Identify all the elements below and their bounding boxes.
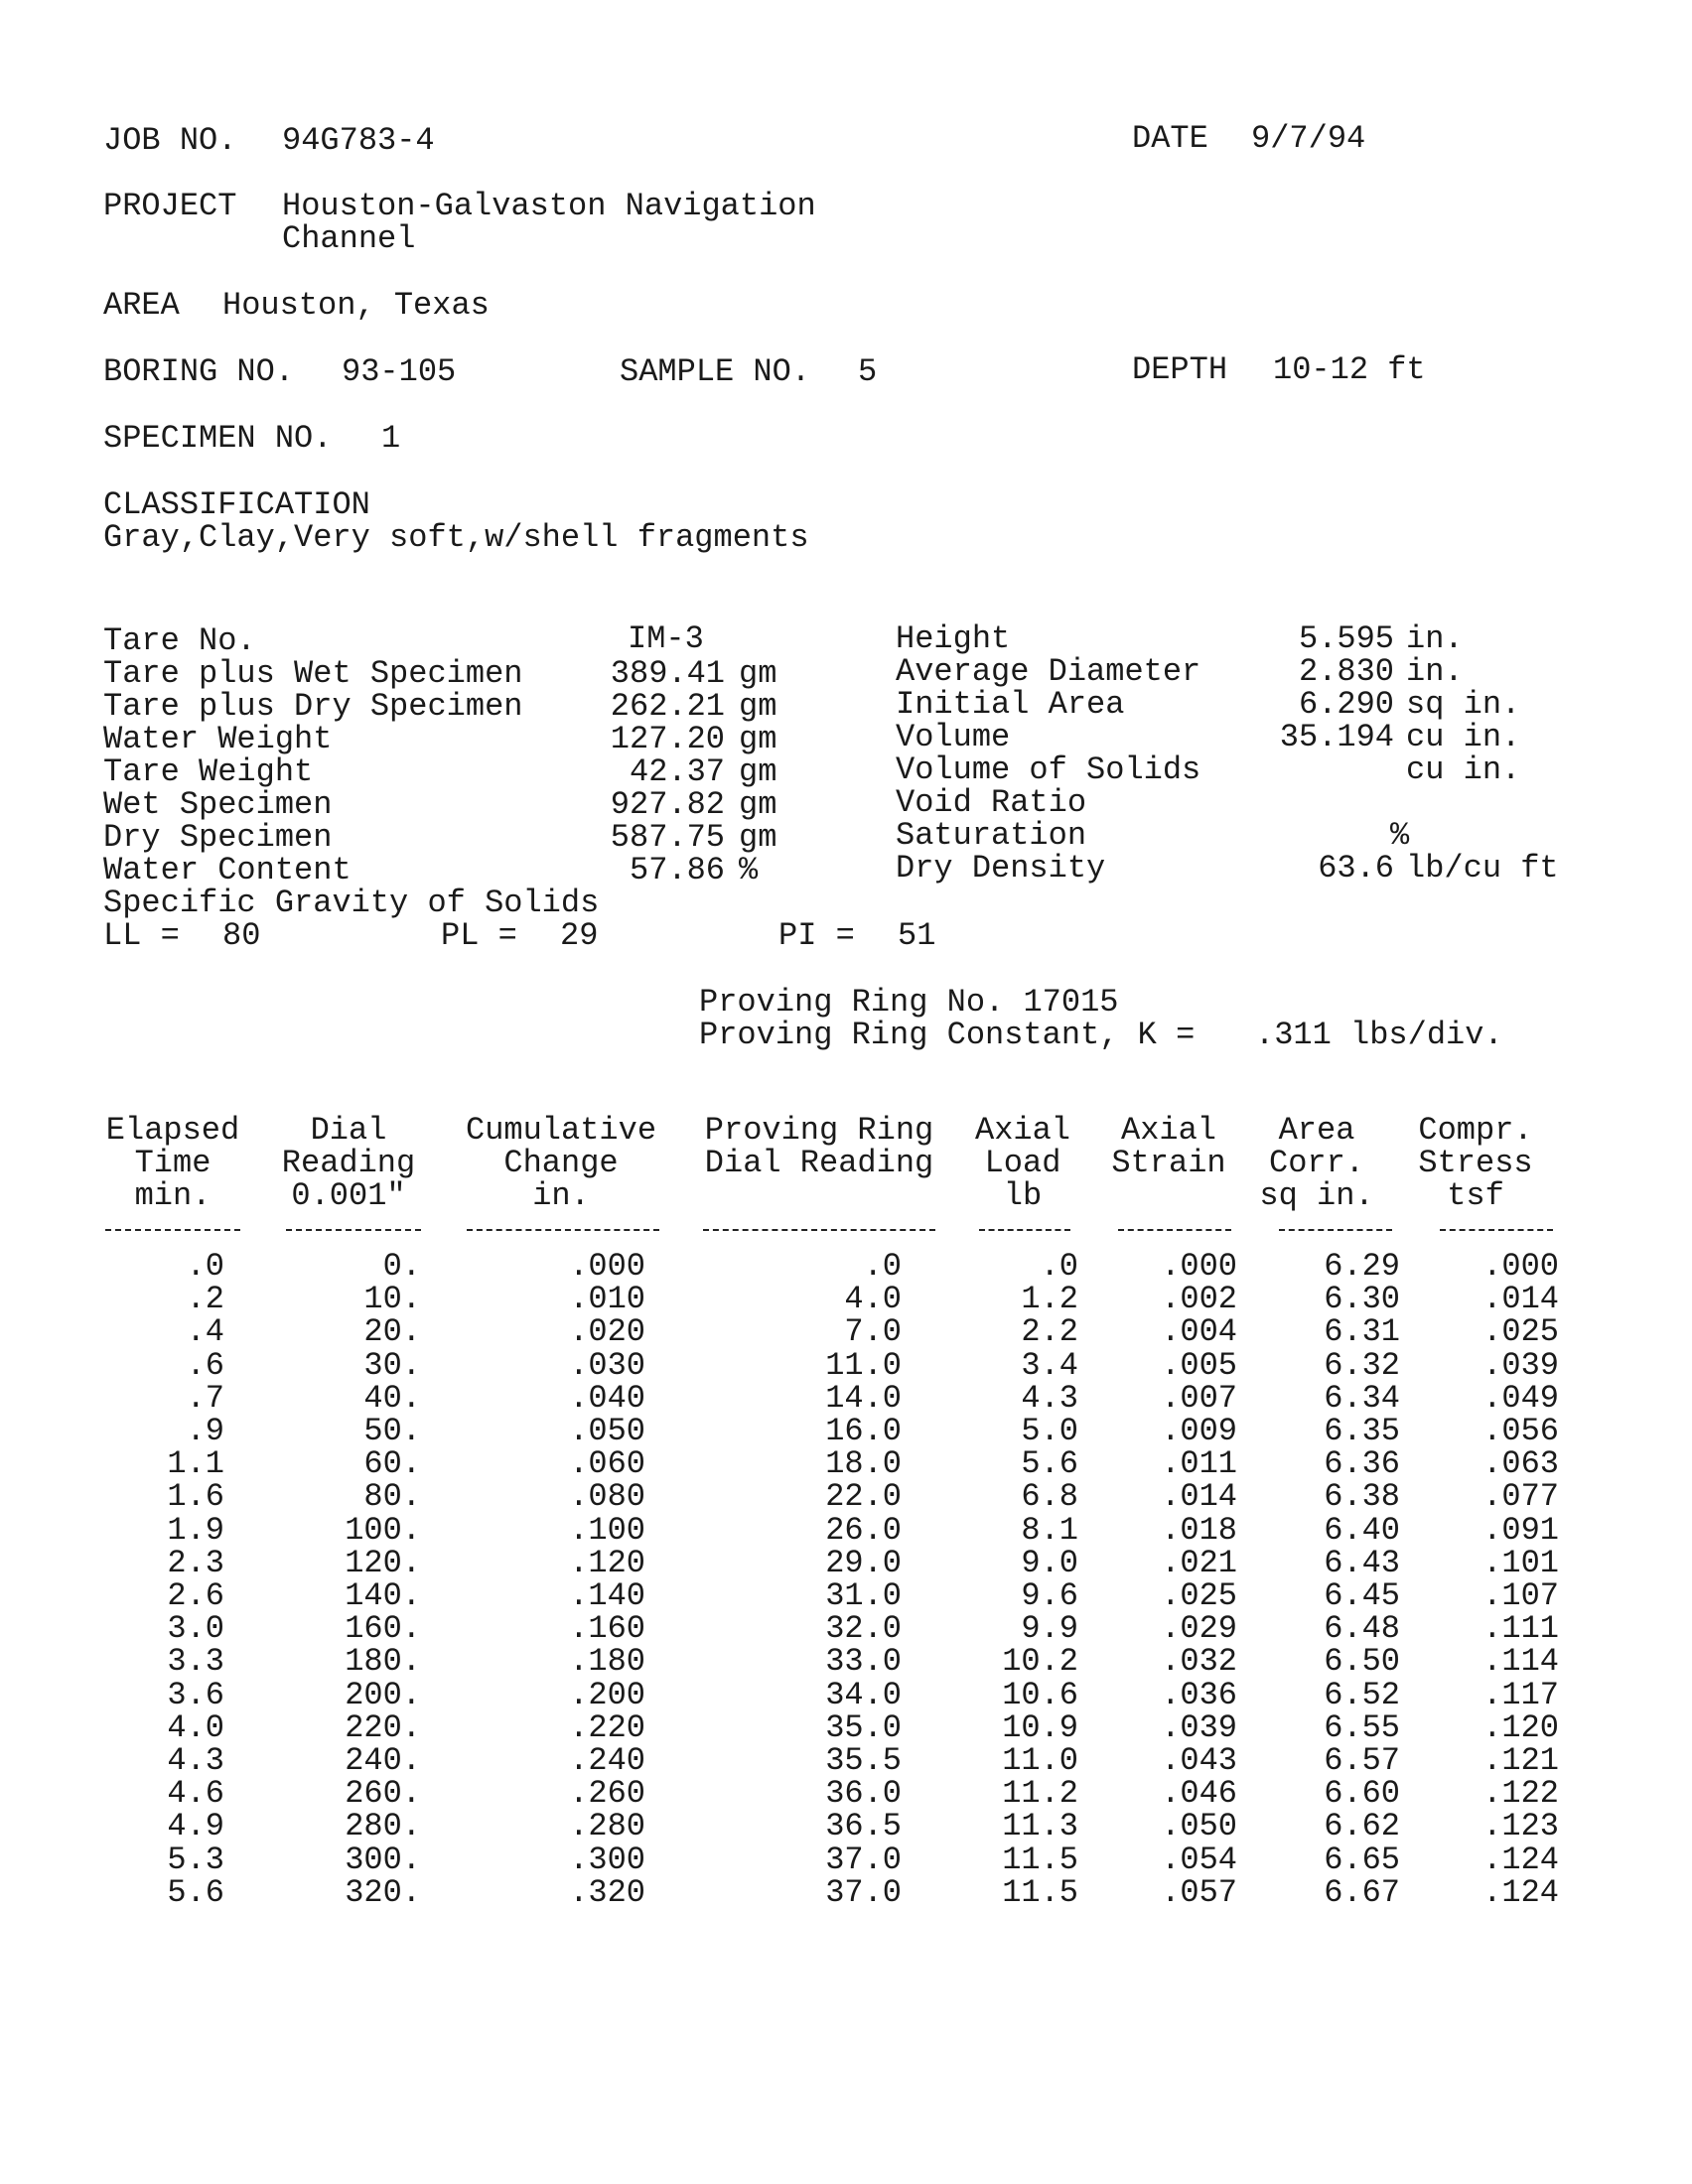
cell-elapsed-time: 3.0	[167, 1610, 224, 1647]
cell-axial-load: 11.3	[1002, 1808, 1078, 1844]
cell-proving-ring-reading: 22.0	[825, 1478, 902, 1515]
cell-axial-strain: .011	[1161, 1445, 1237, 1482]
cell-cumulative-change: .220	[569, 1709, 645, 1746]
cell-dial-reading: 260.	[345, 1775, 421, 1812]
col-header-axial-load: Axial Load lb	[974, 1112, 1070, 1214]
ll-value: 80	[222, 917, 261, 954]
col-header-area-corr: Area Corr. sq in.	[1259, 1112, 1374, 1214]
cell-elapsed-time: .0	[186, 1248, 224, 1285]
cell-cumulative-change: .160	[569, 1610, 645, 1647]
classification-label: CLASSIFICATION	[103, 486, 370, 523]
tare-dry-label: Tare plus Dry Specimen	[103, 688, 523, 725]
cell-proving-ring-reading: 37.0	[825, 1842, 902, 1878]
cell-area-corr: 6.65	[1324, 1842, 1400, 1878]
cell-compr-stress: .121	[1482, 1742, 1559, 1779]
cell-axial-strain: .029	[1161, 1610, 1237, 1647]
depth-value: 10-12 ft	[1273, 351, 1426, 388]
cell-dial-reading: 50.	[363, 1413, 421, 1449]
cell-area-corr: 6.60	[1324, 1775, 1400, 1812]
water-content-value: 57.86	[629, 852, 725, 888]
cell-axial-strain: .054	[1161, 1842, 1237, 1878]
cell-elapsed-time: .4	[186, 1313, 224, 1350]
cell-cumulative-change: .020	[569, 1313, 645, 1350]
dry-density-unit: lb/cu ft	[1406, 850, 1559, 887]
average-diameter-value: 2.830	[1298, 653, 1394, 690]
ll-label: LL =	[103, 917, 180, 954]
pl-label: PL =	[441, 917, 517, 954]
cell-proving-ring-reading: 36.5	[825, 1808, 902, 1844]
dry-specimen-unit: gm	[739, 819, 777, 856]
cell-dial-reading: 140.	[345, 1577, 421, 1614]
cell-axial-strain: .050	[1161, 1808, 1237, 1844]
cell-axial-strain: .057	[1161, 1874, 1237, 1911]
cell-area-corr: 6.34	[1324, 1380, 1400, 1417]
cell-axial-strain: .036	[1161, 1677, 1237, 1713]
dry-specimen-label: Dry Specimen	[103, 819, 333, 856]
specific-gravity-label: Specific Gravity of Solids	[103, 885, 600, 921]
cell-elapsed-time: .9	[186, 1413, 224, 1449]
cell-cumulative-change: .080	[569, 1478, 645, 1515]
cell-cumulative-change: .000	[569, 1248, 645, 1285]
average-diameter-label: Average Diameter	[896, 653, 1201, 690]
cell-axial-strain: .018	[1161, 1512, 1237, 1549]
cell-elapsed-time: 1.1	[167, 1445, 224, 1482]
wet-specimen-unit: gm	[739, 786, 777, 823]
proving-ring-constant-value: .311 lbs/div.	[1255, 1017, 1503, 1053]
cell-dial-reading: 280.	[345, 1808, 421, 1844]
cell-compr-stress: .101	[1482, 1545, 1559, 1581]
cell-area-corr: 6.67	[1324, 1874, 1400, 1911]
cell-proving-ring-reading: 18.0	[825, 1445, 902, 1482]
specimen-no-value: 1	[381, 420, 401, 457]
cell-dial-reading: 0.	[382, 1248, 421, 1285]
volume-of-solids-label: Volume of Solids	[896, 751, 1201, 788]
cell-cumulative-change: .240	[569, 1742, 645, 1779]
height-value: 5.595	[1298, 620, 1394, 657]
cell-compr-stress: .077	[1482, 1478, 1559, 1515]
cell-axial-strain: .004	[1161, 1313, 1237, 1350]
cell-compr-stress: .117	[1482, 1677, 1559, 1713]
cell-proving-ring-reading: 36.0	[825, 1775, 902, 1812]
cell-area-corr: 6.31	[1324, 1313, 1400, 1350]
volume-unit: cu in.	[1406, 719, 1521, 755]
tare-dry-value: 262.21	[610, 688, 725, 725]
cell-elapsed-time: .6	[186, 1347, 224, 1384]
cell-compr-stress: .123	[1482, 1808, 1559, 1844]
cell-axial-load: 5.0	[1021, 1413, 1078, 1449]
height-unit: in.	[1406, 620, 1464, 657]
cell-dial-reading: 40.	[363, 1380, 421, 1417]
cell-axial-strain: .002	[1161, 1281, 1237, 1317]
cell-axial-load: 11.2	[1002, 1775, 1078, 1812]
cell-area-corr: 6.36	[1324, 1445, 1400, 1482]
area-label: AREA	[103, 287, 180, 324]
cell-proving-ring-reading: 7.0	[844, 1313, 902, 1350]
cell-cumulative-change: .030	[569, 1347, 645, 1384]
cell-compr-stress: .049	[1482, 1380, 1559, 1417]
water-content-label: Water Content	[103, 852, 352, 888]
cell-dial-reading: 100.	[345, 1512, 421, 1549]
cell-elapsed-time: 4.0	[167, 1709, 224, 1746]
cell-axial-load: 6.8	[1021, 1478, 1078, 1515]
cell-proving-ring-reading: 16.0	[825, 1413, 902, 1449]
cell-compr-stress: .124	[1482, 1842, 1559, 1878]
cell-compr-stress: .120	[1482, 1709, 1559, 1746]
cell-area-corr: 6.48	[1324, 1610, 1400, 1647]
cell-dial-reading: 240.	[345, 1742, 421, 1779]
height-label: Height	[896, 620, 1011, 657]
cell-cumulative-change: .140	[569, 1577, 645, 1614]
cell-area-corr: 6.43	[1324, 1545, 1400, 1581]
cell-cumulative-change: .040	[569, 1380, 645, 1417]
header-rule	[1279, 1229, 1392, 1231]
proving-ring-constant-label: Proving Ring Constant, K =	[699, 1017, 1196, 1053]
cell-area-corr: 6.29	[1324, 1248, 1400, 1285]
cell-cumulative-change: .260	[569, 1775, 645, 1812]
cell-proving-ring-reading: 26.0	[825, 1512, 902, 1549]
date-label: DATE	[1132, 120, 1208, 157]
cell-elapsed-time: 1.6	[167, 1478, 224, 1515]
cell-dial-reading: 320.	[345, 1874, 421, 1911]
cell-axial-strain: .009	[1161, 1413, 1237, 1449]
proving-ring-number: Proving Ring No. 17015	[699, 984, 1119, 1021]
volume-label: Volume	[896, 719, 1011, 755]
cell-area-corr: 6.57	[1324, 1742, 1400, 1779]
cell-proving-ring-reading: 35.0	[825, 1709, 902, 1746]
cell-axial-load: 4.3	[1021, 1380, 1078, 1417]
cell-dial-reading: 200.	[345, 1677, 421, 1713]
dry-specimen-value: 587.75	[610, 819, 725, 856]
cell-cumulative-change: .120	[569, 1545, 645, 1581]
cell-compr-stress: .111	[1482, 1610, 1559, 1647]
project-label: PROJECT	[103, 188, 237, 224]
cell-proving-ring-reading: 11.0	[825, 1347, 902, 1384]
cell-axial-load: .0	[1040, 1248, 1078, 1285]
cell-area-corr: 6.38	[1324, 1478, 1400, 1515]
cell-dial-reading: 220.	[345, 1709, 421, 1746]
cell-axial-strain: .032	[1161, 1643, 1237, 1680]
cell-cumulative-change: .060	[569, 1445, 645, 1482]
cell-axial-load: 9.6	[1021, 1577, 1078, 1614]
cell-dial-reading: 80.	[363, 1478, 421, 1515]
cell-axial-strain: .046	[1161, 1775, 1237, 1812]
cell-dial-reading: 160.	[345, 1610, 421, 1647]
header-rule	[703, 1229, 935, 1231]
cell-dial-reading: 300.	[345, 1842, 421, 1878]
cell-elapsed-time: 2.6	[167, 1577, 224, 1614]
dry-density-label: Dry Density	[896, 850, 1106, 887]
cell-area-corr: 6.40	[1324, 1512, 1400, 1549]
initial-area-label: Initial Area	[896, 686, 1125, 723]
tare-weight-value: 42.37	[629, 753, 725, 790]
cell-cumulative-change: .320	[569, 1874, 645, 1911]
void-ratio-label: Void Ratio	[896, 784, 1087, 821]
tare-wet-value: 389.41	[610, 655, 725, 692]
project-line-1: Houston-Galvaston Navigation	[282, 188, 816, 224]
cell-proving-ring-reading: 32.0	[825, 1610, 902, 1647]
cell-axial-load: 11.5	[1002, 1842, 1078, 1878]
saturation-label: Saturation	[896, 817, 1087, 854]
cell-dial-reading: 180.	[345, 1643, 421, 1680]
cell-proving-ring-reading: 29.0	[825, 1545, 902, 1581]
header-rule	[1440, 1229, 1553, 1231]
job-no-label: JOB NO.	[103, 122, 237, 159]
cell-elapsed-time: 5.3	[167, 1842, 224, 1878]
cell-cumulative-change: .100	[569, 1512, 645, 1549]
cell-elapsed-time: 4.3	[167, 1742, 224, 1779]
water-content-unit: %	[739, 852, 759, 888]
cell-axial-load: 9.9	[1021, 1610, 1078, 1647]
cell-proving-ring-reading: 14.0	[825, 1380, 902, 1417]
wet-specimen-value: 927.82	[610, 786, 725, 823]
dry-density-value: 63.6	[1318, 850, 1394, 887]
cell-area-corr: 6.62	[1324, 1808, 1400, 1844]
wet-specimen-label: Wet Specimen	[103, 786, 333, 823]
cell-elapsed-time: 1.9	[167, 1512, 224, 1549]
cell-axial-strain: .007	[1161, 1380, 1237, 1417]
cell-axial-load: 1.2	[1021, 1281, 1078, 1317]
boring-no-label: BORING NO.	[103, 353, 295, 390]
cell-compr-stress: .014	[1482, 1281, 1559, 1317]
cell-area-corr: 6.55	[1324, 1709, 1400, 1746]
header-rule	[1118, 1229, 1231, 1231]
volume-value: 35.194	[1279, 719, 1394, 755]
cell-dial-reading: 30.	[363, 1347, 421, 1384]
cell-axial-load: 11.5	[1002, 1874, 1078, 1911]
water-weight-value: 127.20	[610, 721, 725, 757]
col-header-axial-strain: Axial Strain	[1111, 1112, 1226, 1181]
cell-dial-reading: 60.	[363, 1445, 421, 1482]
cell-cumulative-change: .180	[569, 1643, 645, 1680]
cell-cumulative-change: .280	[569, 1808, 645, 1844]
cell-area-corr: 6.35	[1324, 1413, 1400, 1449]
cell-axial-strain: .014	[1161, 1478, 1237, 1515]
header-rule	[467, 1229, 659, 1231]
col-header-dial-reading: Dial Reading 0.001"	[281, 1112, 416, 1214]
cell-area-corr: 6.45	[1324, 1577, 1400, 1614]
cell-axial-load: 2.2	[1021, 1313, 1078, 1350]
cell-axial-strain: .000	[1161, 1248, 1237, 1285]
cell-axial-load: 10.9	[1002, 1709, 1078, 1746]
cell-axial-strain: .005	[1161, 1347, 1237, 1384]
cell-axial-strain: .039	[1161, 1709, 1237, 1746]
cell-elapsed-time: .7	[186, 1380, 224, 1417]
job-no-value: 94G783-4	[282, 122, 435, 159]
col-header-compr-stress: Compr. Stress tsf	[1418, 1112, 1533, 1214]
header-rule	[979, 1229, 1070, 1231]
initial-area-unit: sq in.	[1406, 686, 1521, 723]
specimen-no-label: SPECIMEN NO.	[103, 420, 333, 457]
tare-wet-label: Tare plus Wet Specimen	[103, 655, 523, 692]
tare-no-label: Tare No.	[103, 622, 256, 659]
cell-area-corr: 6.30	[1324, 1281, 1400, 1317]
pl-value: 29	[560, 917, 599, 954]
cell-proving-ring-reading: .0	[863, 1248, 902, 1285]
tare-weight-unit: gm	[739, 753, 777, 790]
water-weight-label: Water Weight	[103, 721, 333, 757]
col-header-proving-ring: Proving Ring Dial Reading	[704, 1112, 934, 1181]
pi-label: PI =	[778, 917, 855, 954]
cell-axial-strain: .025	[1161, 1577, 1237, 1614]
cell-elapsed-time: .2	[186, 1281, 224, 1317]
saturation-unit: %	[1390, 817, 1410, 854]
cell-elapsed-time: 4.6	[167, 1775, 224, 1812]
cell-axial-load: 10.2	[1002, 1643, 1078, 1680]
cell-proving-ring-reading: 35.5	[825, 1742, 902, 1779]
cell-axial-load: 3.4	[1021, 1347, 1078, 1384]
cell-compr-stress: .114	[1482, 1643, 1559, 1680]
depth-label: DEPTH	[1132, 351, 1228, 388]
cell-compr-stress: .063	[1482, 1445, 1559, 1482]
cell-compr-stress: .091	[1482, 1512, 1559, 1549]
cell-elapsed-time: 3.6	[167, 1677, 224, 1713]
cell-compr-stress: .124	[1482, 1874, 1559, 1911]
cell-elapsed-time: 5.6	[167, 1874, 224, 1911]
cell-axial-strain: .021	[1161, 1545, 1237, 1581]
classification-value: Gray,Clay,Very soft,w/shell fragments	[103, 519, 809, 556]
cell-proving-ring-reading: 37.0	[825, 1874, 902, 1911]
initial-area-value: 6.290	[1298, 686, 1394, 723]
cell-compr-stress: .039	[1482, 1347, 1559, 1384]
cell-area-corr: 6.50	[1324, 1643, 1400, 1680]
cell-elapsed-time: 4.9	[167, 1808, 224, 1844]
cell-cumulative-change: .050	[569, 1413, 645, 1449]
sample-no-value: 5	[858, 353, 878, 390]
cell-proving-ring-reading: 33.0	[825, 1643, 902, 1680]
cell-cumulative-change: .300	[569, 1842, 645, 1878]
cell-dial-reading: 20.	[363, 1313, 421, 1350]
header-rule	[105, 1229, 240, 1231]
cell-cumulative-change: .200	[569, 1677, 645, 1713]
cell-axial-load: 9.0	[1021, 1545, 1078, 1581]
cell-cumulative-change: .010	[569, 1281, 645, 1317]
cell-compr-stress: .025	[1482, 1313, 1559, 1350]
tare-dry-unit: gm	[739, 688, 777, 725]
cell-proving-ring-reading: 34.0	[825, 1677, 902, 1713]
tare-weight-label: Tare Weight	[103, 753, 314, 790]
average-diameter-unit: in.	[1406, 653, 1464, 690]
tare-no-value: IM-3	[628, 620, 704, 657]
cell-axial-load: 5.6	[1021, 1445, 1078, 1482]
cell-compr-stress: .122	[1482, 1775, 1559, 1812]
cell-axial-load: 11.0	[1002, 1742, 1078, 1779]
cell-dial-reading: 10.	[363, 1281, 421, 1317]
sample-no-label: SAMPLE NO.	[620, 353, 811, 390]
cell-dial-reading: 120.	[345, 1545, 421, 1581]
pi-value: 51	[898, 917, 936, 954]
cell-axial-load: 8.1	[1021, 1512, 1078, 1549]
area-value: Houston, Texas	[222, 287, 490, 324]
water-weight-unit: gm	[739, 721, 777, 757]
tare-wet-unit: gm	[739, 655, 777, 692]
project-line-2: Channel	[282, 220, 416, 257]
cell-compr-stress: .056	[1482, 1413, 1559, 1449]
cell-elapsed-time: 3.3	[167, 1643, 224, 1680]
cell-area-corr: 6.52	[1324, 1677, 1400, 1713]
cell-elapsed-time: 2.3	[167, 1545, 224, 1581]
cell-compr-stress: .000	[1482, 1248, 1559, 1285]
cell-compr-stress: .107	[1482, 1577, 1559, 1614]
cell-proving-ring-reading: 4.0	[844, 1281, 902, 1317]
cell-proving-ring-reading: 31.0	[825, 1577, 902, 1614]
cell-axial-load: 10.6	[1002, 1677, 1078, 1713]
volume-of-solids-unit: cu in.	[1406, 751, 1521, 788]
col-header-cumulative-change: Cumulative Change in.	[465, 1112, 657, 1214]
boring-no-value: 93-105	[342, 353, 457, 390]
date-value: 9/7/94	[1251, 120, 1366, 157]
cell-area-corr: 6.32	[1324, 1347, 1400, 1384]
header-rule	[286, 1229, 421, 1231]
cell-axial-strain: .043	[1161, 1742, 1237, 1779]
col-header-elapsed-time: Elapsed Time min.	[105, 1112, 240, 1214]
